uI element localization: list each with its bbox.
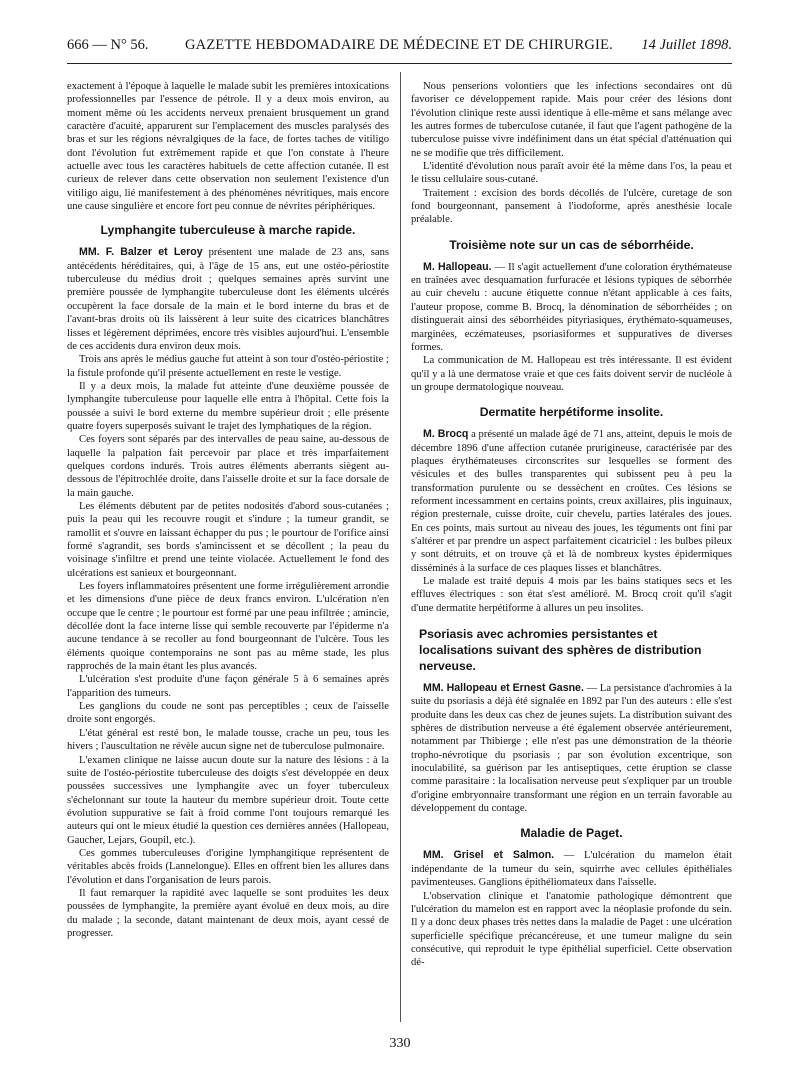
section-authors: MM. Hallopeau et Ernest Gasne.	[423, 682, 584, 695]
section-paragraph: L'examen clinique ne laisse aucun doute sur la nature des lésions : à la suite de l'ostéo-périostite tuberculeuse des doigts s'est développée en deux poussées successives une lymphangite avec un foyer tuberculeux s'échelonnant sur toute la hauteur du membre supérieur droit. Toute cette évolution suppurative se fait à froid comme l'ont toujours remarqué les auteurs qui ont le mieux étudié la question ces dernières années (Hallopeau, Gaucher, Lejars, Goupil, etc.).	[67, 754, 389, 846]
header-issue-number: 666 — N° 56.	[67, 37, 149, 53]
section-authors: M. Hallopeau.	[423, 260, 492, 273]
column-divider	[400, 72, 401, 1022]
section-title-paget: Maladie de Paget.	[520, 826, 623, 841]
section-paragraph: L'ulcération s'est produite d'une façon générale 5 à 6 semaines après l'apparition des tumeurs.	[67, 674, 389, 699]
section-paragraph: Trois ans après le médius gauche fut atteint à son tour d'ostéo-périostite ; la fistule profonde qu'il présente actuellement en reste le vestige.	[67, 354, 389, 379]
right-column	[411, 80, 732, 970]
section-authors: MM. F. Balzer et Leroy	[79, 246, 203, 259]
section-paragraph: Les foyers inflammatoires présentent une forme irrégulièrement arrondie et les dimensions d'une pièce de deux francs environ. L'ulcération n'en occupe que le centre ; le pourtour est formé par une peau infiltrée ; amincie, décollée dont la face interne lisse qui semble recouverte par l'épiderme n'a aucune tendance à se recoller au fond bourgeonnant de l'ulcère. Tous les éléments quoique contemporains ne sont pas au même stade, les plus rapprochés de la main étant les plus avancés.	[67, 581, 389, 673]
section-paragraph: Il y a deux mois, la malade fut atteinte d'une deuxième poussée de lymphangite tuberculeuse pour laquelle elle entra à l'hôpital. Cette fois la poussée a suivi le bord externe du membre supérieur droit ; elle présente quatre foyers superposés suivant le trajet des lymphatiques de la région.	[67, 380, 389, 432]
section-authors: MM. Grisel et Salmon.	[423, 849, 555, 862]
section-paragraph: Le malade est traité depuis 4 mois par les bains statiques secs et les effluves électriques : son état s'est amélioré. M. Brocq croit qu'il s'agit d'une dermatite herpétiforme à allures un peu insolites.	[411, 576, 732, 614]
header-date: 14 Juillet 1898.	[641, 37, 732, 53]
section-authors: M. Brocq	[423, 428, 469, 441]
running-header	[67, 37, 732, 59]
section-title-lymphangite: Lymphangite tuberculeuse à marche rapide.	[100, 223, 356, 238]
section-paragraph: La communication de M. Hallopeau est très intéressante. Il est évident qu'il y a là une dermatose vraie et que ces faits doivent servir de nucléole à un groupe dermatologique nouveau.	[411, 355, 732, 393]
intro-paragraph: exactement à l'époque à laquelle le malade subit les premières intoxications professionnelles par l'essence de pétrole. Il y a deux mois environ, au moment même où les accidents nerveux prenaient brusquement un grand caractère d'acuité, apparurent sur l'emplacement des muscles paralysés des bras et sur les régions névralgiques de la face, de fortes taches de vitiligo dont l'évolution fut extrêmement rapide et que l'on constate à l'heure actuelle avec tous les caractères habituels de cette affection cutanée. Il est curieux de relever dans cette observation non seulement l'existence d'un vitiligo aigu, lié manifestement à des phénomènes névritiques, mais encore une cause singulière et encore fort peu connue de névrites périphériques.	[67, 81, 389, 213]
section-paragraph: Les éléments débutent par de petites nodosités d'abord sous-cutanées ; puis la peau qui les recouvre rougit et s'indure ; la tumeur grandit, se ramollit et s'ouvre en laissant échapper du pus ; le pourtour de l'orifice ainsi formé s'agrandit, ses bords s'amincissent et se décollent ; la peau du voisinage s'infiltre et prend une teinte violacée. Actuellement le fond des ulcérations est sanieux et bourgeonnant.	[67, 500, 389, 579]
section-paragraph: MM. Grisel et Salmon. — L'ulcération du mamelon était indépendante de la tumeur du sein, squirrhe avec cellules épithéliales pavimenteuses. Ganglions épithéliomateux dans l'aisselle.	[411, 849, 733, 889]
header-journal-title: GAZETTE HEBDOMADAIRE DE MÉDECINE ET DE CHIRURGIE.	[185, 37, 613, 53]
section-title-dermatite: Dermatite herpétiforme insolite.	[479, 405, 664, 420]
section-paragraph: MM. F. Balzer et Leroy présentent une malade de 23 ans, sans antécédents héréditaires, qui, à l'âge de 15 ans, eut une ostéo-périostite tuberculeuse du médius droit ; quelques semaines après survint une première poussée de lymphangite tuberculeuse dont les éléments ulcérés occupèrent la face dorsale de la main et le bord interne du bras et de l'avant-bras droits où ils laissèrent à leur suite des cicatrices blanchâtres lisses et légèrement déprimées, encore très visibles aujourd'hui. L'ensemble de ces accidents dura environ deux mois.	[67, 246, 389, 352]
continued-paragraph: Nous penserions volontiers que les infections secondaires ont dû favoriser ce développement rapide. Mais pour créer des lésions dont l'évolution clinique reste aussi identique à elle-même et sans mélange avec les autres formes de tuberculose cutanée, il faut que l'agent pathogène de la tuberculose puisse vivre indéfiniment dans un état spécial d'atténuation qui ne se modifie que très difficilement.	[411, 81, 732, 159]
section-paragraph: Les ganglions du coude ne sont pas perceptibles ; ceux de l'aisselle droite sont engorgés.	[67, 701, 389, 726]
section-paragraph: Ces foyers sont séparés par des intervalles de peau saine, au-dessous de laquelle la palpation fait percevoir par place et très imparfaitement quelques cordons indurés. Trois autres éléments aberrants siègent au-dessous de l'épitrochlée droite, dans l'aisselle droite et sur la face dorsale de la main gauche.	[67, 434, 389, 499]
left-column	[67, 80, 389, 940]
section-title-seborrheide: Troisième note sur un cas de séborrhéide.	[449, 237, 694, 252]
page-number: 330	[389, 1036, 411, 1051]
continued-paragraph: Traitement : excision des bords décollés de l'ulcère, curetage de son fond bourgeonnant, pansement à l'iodoforme, après anesthésie locale préalable.	[411, 187, 732, 226]
section-paragraph: Ces gommes tuberculeuses d'origine lymphangitique représentent de véritables abcès froids (Lannelongue). Elles en offrent bien les allures dans l'évolution et dans l'organisation de leurs parois.	[67, 847, 389, 886]
section-paragraph: L'état général est resté bon, le malade tousse, crache un peu, tous les hivers ; l'auscultation ne révèle aucun signe net de tuberculose pulmonaire.	[67, 727, 389, 753]
continued-paragraph: L'identité d'évolution nous paraît avoir été la même dans l'os, la peau et le tissu cellulaire sous-cutané.	[411, 161, 732, 186]
section-paragraph: Il faut remarquer la rapidité avec laquelle se sont produites les deux poussées de lymphangite, la première ayant évolué en deux mois, au dire du malade ; la seconde, datant maintenant de deux mois, ayant cessé de progresser.	[67, 887, 389, 939]
section-paragraph: M. Hallopeau. — Il s'agit actuellement d'une coloration érythémateuse en traînées avec desquamation furfuracée et lésions typiques de séborrhée au cuir chevelu : aucune étiquette connue n'étant applicable à ces faits, l'auteur propose, comme B. Brocq, la dénomination de séborrhéides ; on distinguerait ainsi des séborrhéides pityriasiques, érythémato-squameuses, marginées, eczémateuses, psoriasiformes et suppuratives de diverses formes.	[411, 260, 732, 353]
section-paragraph: MM. Hallopeau et Ernest Gasne. — La persistance d'achromies à la suite du psoriasis a déjà été signalée en 1892 par l'un des auteurs : elle s'est produite dans les deux cas chez de jeunes sujets. La distribution suivant des sphères de distribution nerveuse a été également observée antérieurement, notamment par Thibierge ; elle n'est pas une démonstration de la théorie tropho-névrotique du psoriasis ; par son évolution excentrique, son inoculabilité, sa guérison par les antiseptiques, cette éruption se classe comme parasitaire : la localisation nerveuse peut s'expliquer par un trouble d'origine embryonnaire transformant une région en un terrain favorable au développement du contage.	[411, 682, 732, 815]
section-paragraph: M. Brocq a présenté un malade âgé de 71 ans, atteint, depuis le mois de décembre 1896 d'une affection cutanée prurigineuse, caractérisée par des plaques érythémateuses circonscrites sur lesquelles se forment des vésicules et des bulles transparentes qui subissent peu à peu la transformation purulente ou se dessèchent en croûtes. Ces lésions se reforment incessamment en certains points, creux axillaires, plis inguinaux, région presternale, cuisse droite, cuir chevelu, parties latérales des joues. En ces points, mais surtout au niveau des joues, les téguments ont fini par s'altérer et par prendre un aspect parfaitement cicatriciel : les bulbes pileux y sont détruits, et on trouve çà et là de nombreux kystes épidermiques disséminés à la surface de ces plaques lisses et blanchâtres.	[411, 428, 732, 574]
header-rule	[67, 63, 732, 64]
section-paragraph: L'observation clinique et l'anatomie pathologique démontrent que l'ulcération du mamelon est en rapport avec la néoplasie profonde du sein. Il y a donc deux phases très nettes dans la maladie de Paget : une ulcération superficielle spécifique précancéreuse, et une tumeur maligne du sein consécutive, qui reproduit le type épithélial superficiel. Cette observation dé-	[411, 890, 732, 969]
section-title-psoriasis: Psoriasis avec achromies persistantes et localisations suivant des sphères de distribution nerveuse.	[419, 627, 702, 674]
